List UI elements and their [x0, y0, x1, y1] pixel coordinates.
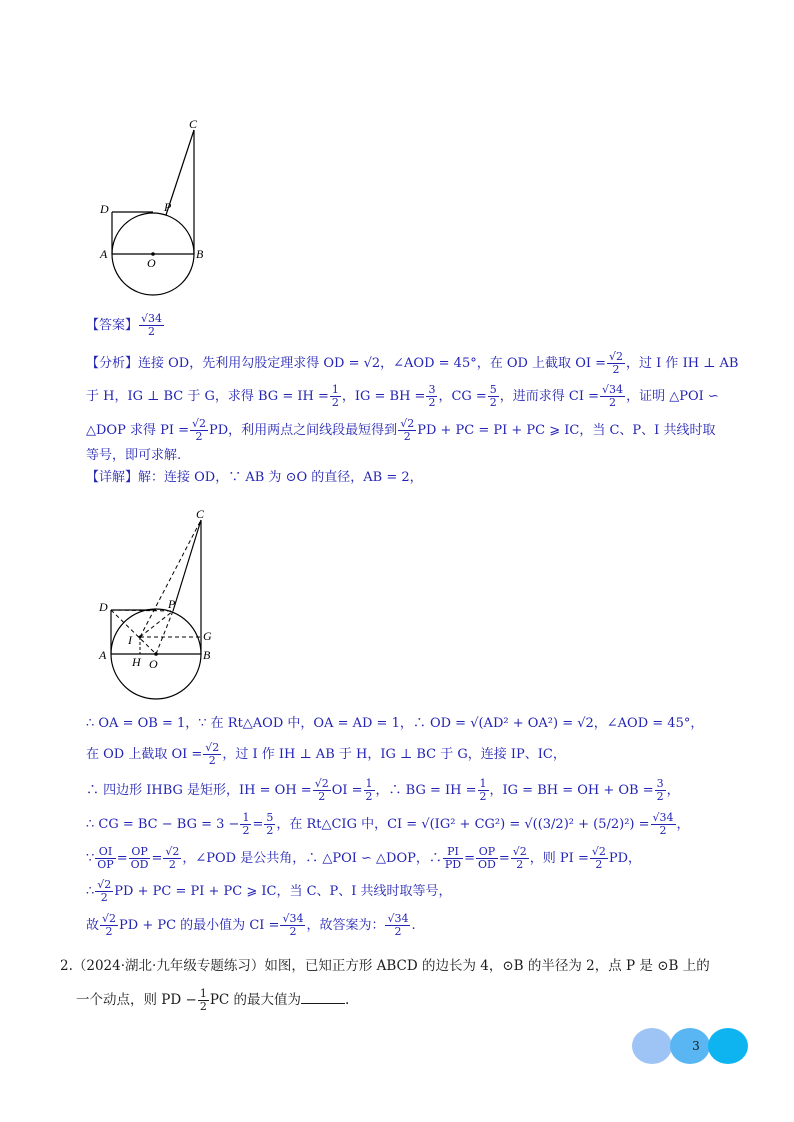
fig2-label-h: H: [132, 655, 141, 669]
fig2-label-d: D: [99, 600, 108, 614]
fig1-label-d: D: [100, 202, 109, 216]
answer-tag: 【答案】: [86, 318, 139, 333]
detail-tag: 【详解】: [86, 470, 139, 485]
fig2-label-i: I: [128, 633, 132, 647]
detail-step-6: ∴ $\frac{√2}{2}$ PD + PC = PI + PC ⩾ IC，当 C、P、I 共线时取等号，: [86, 878, 452, 904]
analysis-line-1: 【分析】连接 OD，先利用勾股定理求得 OD = √2，∠AOD = 45°，在 OD 上截取 OI = $\frac{√2}{2}$ ，过 I 作 IH ⊥ AB: [86, 350, 739, 376]
badge-circle-right: [708, 1028, 748, 1064]
fig1-label-o: O: [147, 256, 156, 270]
fig2-label-c: C: [196, 507, 205, 521]
analysis-line-3: △DOP 求得 PI = $\frac{√2}{2}$ PD，利用两点之间线段最短得到 $\frac{√2}{2}$ PD + PC = PI + PC ⩾ IC，当 C、P、I 共线时取: [86, 417, 716, 443]
page-number: 3: [692, 1039, 700, 1053]
fig2-label-g: G: [203, 629, 212, 643]
detail-step-4: ∴ CG = BC − BG = 3 − $\frac{1}{2}$ = $\frac{5}{2}$ ，在 Rt△CIG 中，CI = √(IG² + CG²) = √((3/2)² + (5/2)²) = $\frac{√34}{2}$ ，: [86, 811, 690, 837]
figure-1: [96, 114, 216, 300]
badge-circle-left: [632, 1028, 672, 1064]
answer-fraction: $\frac{√34}{2}$: [141, 312, 163, 338]
fig1-label-b: B: [196, 247, 204, 261]
fig2-label-b: B: [203, 648, 211, 662]
analysis-tag: 【分析】: [86, 356, 139, 371]
detail-step-1: ∴ OA = OB = 1，∵ 在 Rt△AOD 中，OA = AD = 1，∴ OD = √(AD² + OA²) = √2，∠AOD = 45°，: [86, 716, 704, 731]
analysis-line-2: 于 H，IG ⊥ BC 于 G，求得 BG = IH = $\frac{1}{2}$ ，IG = BH = $\frac{3}{2}$ ，CG = $\frac{5}{2}$ ，进而求得 CI = $\frac{√34}{2}$ ，证明 △POI ∽: [86, 383, 719, 409]
detail-intro: 【详解】解：连接 OD，∵ AB 为 ⊙O 的直径，AB = 2，: [86, 470, 423, 485]
detail-step-7: 故 $\frac{√2}{2}$ PD + PC 的最小值为 CI = $\frac{√34}{2}$ ，故答案为： $\frac{√34}{2}$ .: [86, 912, 416, 938]
fig1-label-a: A: [100, 247, 108, 261]
fig2-label-a: A: [99, 648, 107, 662]
figure-2: [96, 504, 220, 702]
fig1-label-c: C: [189, 117, 198, 131]
answer-line: [86, 313, 165, 338]
answer-blank[interactable]: [301, 991, 345, 1004]
detail-step-3: ∴ 四边形 IHBG 是矩形，IH = OH = $\frac{√2}{2}$ OI = $\frac{1}{2}$ ，∴ BG = IH = $\frac{1}{2}$ ，IG = BH = OH + OB = $\frac{3}{2}$ ，: [86, 777, 680, 803]
question-2-line-1: 2.（2024·湖北·九年级专题练习）如图，已知正方形 ABCD 的边长为 4，⊙B 的半径为 2，点 P 是 ⊙B 上的: [60, 958, 710, 974]
fig2-label-p: P: [168, 597, 176, 611]
detail-step-5: ∵ $\frac{OI}{OP}$ = $\frac{OP}{OD}$ = $\frac{√2}{2}$ ，∠POD 是公共角，∴ △POI ∽ △DOP，∴ $\frac{PI}{PD}$ = $\frac{OP}{OD}$ = $\frac{√2}{2}$ ，则 PI = $\frac{√2}{2}$ PD，: [86, 845, 642, 871]
detail-step-2: 在 OD 上截取 OI = $\frac{√2}{2}$ ，过 I 作 IH ⊥ AB 于 H，IG ⊥ BC 于 G，连接 IP、IC，: [86, 741, 566, 767]
question-2-line-2: 一个动点，则 PD − $\frac{1}{2}$ PC 的最大值为 .: [76, 987, 350, 1013]
fig1-label-p: P: [164, 200, 172, 214]
fig2-label-o: O: [149, 657, 158, 671]
analysis-line-4: 等号，即可求解.: [86, 448, 182, 463]
